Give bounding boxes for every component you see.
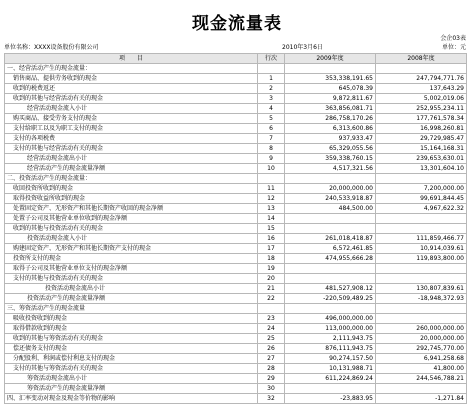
table-row [5,114,467,124]
row-2008-value: 5,002,019.06 [376,94,467,104]
row-2008-value: 292,745,770.00 [376,344,467,354]
row-2009-value [285,304,376,314]
table-row [5,94,467,104]
row-line-no: 12 [258,194,285,204]
row-2008-value [376,384,467,394]
table-row [5,324,467,334]
row-2008-value [376,64,467,74]
row-item: 支付给职工以及为职工支付的现金 [5,124,258,134]
report-info-line [4,43,466,52]
row-item: 支付的其他与筹资活动有关的现金 [5,364,258,374]
report-title: 现金流量表 [192,14,282,34]
row-item: 收到的其他与经营活动有关的现金 [5,94,258,104]
row-line-no: 5 [258,114,285,124]
row-line-no: 19 [258,264,285,274]
row-2008-value [376,264,467,274]
row-2008-value: 119,893,800.00 [376,254,467,264]
table-row [5,194,467,204]
row-item: 经营活动产生的现金流量净额 [5,164,258,174]
row-2009-value [285,384,376,394]
row-2009-value: 286,758,170.26 [285,114,376,124]
currency-unit: 单位：元 [441,44,466,51]
row-line-no: 27 [258,354,285,364]
row-2008-value: 252,955,234.11 [376,104,467,114]
row-2009-value [285,64,376,74]
row-2009-value: 2,111,943.75 [285,334,376,344]
page-bottom-edge [0,404,474,414]
row-2008-value [376,224,467,234]
table-row [5,264,467,274]
row-2009-value [285,214,376,224]
row-line-no: 4 [258,104,285,114]
row-item: 取得子公司及其他营业单位支付的现金净额 [5,264,258,274]
row-2008-value: 177,761,578.34 [376,114,467,124]
row-line-no: 15 [258,224,285,234]
row-item: 支付的其他与经营活动有关的现金 [5,144,258,154]
table-row [5,294,467,304]
row-item: 经营活动现金流入小计 [5,104,258,114]
row-line-no [258,174,285,184]
row-2008-value: -1,271.84 [376,394,467,404]
table-row [5,164,467,174]
row-line-no [258,304,285,314]
row-item: 购买商品、接受劳务支付的现金 [5,114,258,124]
row-line-no: 25 [258,334,285,344]
row-item: 投资活动产生的现金流量净额 [5,294,258,304]
row-2009-value: 65,329,055.56 [285,144,376,154]
row-item: 偿还债务支付的现金 [5,344,258,354]
row-line-no: 32 [258,394,285,404]
table-row [5,104,467,114]
header-2008: 2008年度 [376,54,467,64]
row-2009-value: 6,313,600.86 [285,124,376,134]
row-2009-value: 90,274,157.50 [285,354,376,364]
row-2008-value: 260,000,000.00 [376,324,467,334]
form-code: 会企03表 [440,35,466,42]
row-2009-value: 474,955,666.28 [285,254,376,264]
row-item: 销售商品、提供劳务收到的现金 [5,74,258,84]
row-2009-value [285,274,376,284]
row-2008-value: 15,164,168.31 [376,144,467,154]
row-2008-value: 20,000,000.00 [376,334,467,344]
table-row [5,204,467,214]
row-line-no: 11 [258,184,285,194]
row-2009-value: 611,224,869.24 [285,374,376,384]
row-line-no: 9 [258,154,285,164]
row-2008-value: 247,794,771.76 [376,74,467,84]
row-line-no: 16 [258,234,285,244]
row-line-no [258,64,285,74]
row-2009-value: 876,111,943.75 [285,344,376,354]
row-2008-value: 10,914,039.61 [376,244,467,254]
row-2009-value: -23,883.95 [285,394,376,404]
row-item: 处置子公司及其他营业单位收到的现金净额 [5,214,258,224]
row-item: 筹资活动现金流出小计 [5,374,258,384]
row-item: 四、汇率变动对现金及现金等价物的影响 [5,394,258,404]
row-line-no: 23 [258,314,285,324]
row-line-no: 7 [258,134,285,144]
company-name: 单位名称：XXXX设备股份有限公司 [4,44,99,51]
row-item: 收到的其他与筹资活动有关的现金 [5,334,258,344]
row-line-no: 29 [258,374,285,384]
row-line-no: 20 [258,274,285,284]
table-header-row [5,54,467,64]
cash-flow-table [4,53,467,404]
table-row [5,84,467,94]
row-line-no: 24 [258,324,285,334]
table-row [5,154,467,164]
row-item: 购建固定资产、无形资产和其他长期资产支付的现金 [5,244,258,254]
row-2009-value: 113,000,000.00 [285,324,376,334]
row-2008-value: -18,948,372.93 [376,294,467,304]
row-line-no: 3 [258,94,285,104]
table-row [5,384,467,394]
table-row [5,374,467,384]
row-line-no: 1 [258,74,285,84]
row-item: 收到的税费返还 [5,84,258,94]
table-row [5,174,467,184]
row-2009-value: 240,533,918.87 [285,194,376,204]
row-item: 收回投资所收到的现金 [5,184,258,194]
row-line-no: 2 [258,84,285,94]
report-date: 2010年3月6日 [282,44,323,51]
row-line-no: 21 [258,284,285,294]
row-line-no: 17 [258,244,285,254]
row-item: 二、投资活动产生的现金流量： [5,174,258,184]
row-2008-value: 137,643.29 [376,84,467,94]
table-row [5,214,467,224]
row-line-no: 6 [258,124,285,134]
row-2009-value: 353,338,191.65 [285,74,376,84]
table-row [5,234,467,244]
table-row [5,314,467,324]
row-2008-value: 41,800.00 [376,364,467,374]
row-item: 一、经营活动产生的现金流量： [5,64,258,74]
row-line-no: 26 [258,344,285,354]
row-line-no: 13 [258,204,285,214]
row-2008-value: 99,691,844.45 [376,194,467,204]
row-2009-value [285,224,376,234]
header-line-no: 行次 [258,54,285,64]
table-row [5,64,467,74]
row-2009-value: 4,517,321.56 [285,164,376,174]
header-2009: 2009年度 [285,54,376,64]
row-line-no: 18 [258,254,285,264]
row-line-no: 10 [258,164,285,174]
row-item: 三、筹资活动产生的现金流量 [5,304,258,314]
row-2009-value: 363,856,081.71 [285,104,376,114]
row-2009-value: 484,500.00 [285,204,376,214]
row-2008-value: 111,859,466.77 [376,234,467,244]
row-2009-value: 937,933.47 [285,134,376,144]
row-2009-value [285,264,376,274]
row-2008-value: 239,653,630.01 [376,154,467,164]
row-2008-value: 13,301,604.10 [376,164,467,174]
table-row [5,254,467,264]
row-item: 吸收投资收到的现金 [5,314,258,324]
row-item: 收到的其他与投资活动有关的现金 [5,224,258,234]
row-item: 投资所支付的现金 [5,254,258,264]
header-item: 项 目 [5,54,258,64]
row-2008-value: 244,546,788.21 [376,374,467,384]
table-row [5,244,467,254]
row-line-no: 30 [258,384,285,394]
row-item: 取得投资收益所收到的现金 [5,194,258,204]
table-row [5,334,467,344]
row-item: 取得借款收到的现金 [5,324,258,334]
table-row [5,74,467,84]
row-2009-value: 9,872,811.67 [285,94,376,104]
row-item: 分配股利、利润或偿付利息支付的现金 [5,354,258,364]
row-2009-value: 645,078.39 [285,84,376,94]
row-2009-value: 359,338,760.15 [285,154,376,164]
table-row [5,364,467,374]
row-line-no: 8 [258,144,285,154]
row-2008-value: 4,967,622.32 [376,204,467,214]
row-item: 投资活动现金流出小计 [5,284,258,294]
table-row [5,134,467,144]
table-row [5,274,467,284]
row-2008-value: 16,998,260.81 [376,124,467,134]
row-item: 处置固定资产、无形资产和其他长期资产收回的现金净额 [5,204,258,214]
table-row [5,394,467,404]
table-row [5,284,467,294]
row-2008-value [376,304,467,314]
row-line-no: 28 [258,364,285,374]
row-2009-value [285,174,376,184]
row-2008-value: 6,941,258.68 [376,354,467,364]
row-2008-value [376,174,467,184]
row-2009-value: 496,000,000.00 [285,314,376,324]
row-2009-value: 261,018,418.87 [285,234,376,244]
row-line-no: 22 [258,294,285,304]
row-2008-value: 7,200,000.00 [376,184,467,194]
row-item: 投资活动现金流入小计 [5,234,258,244]
table-row [5,184,467,194]
row-2008-value [376,214,467,224]
row-item: 筹资活动产生的现金流量净额 [5,384,258,394]
row-2008-value: 130,807,839.61 [376,284,467,294]
table-row [5,124,467,134]
row-item: 支付的其他与投资活动有关的现金 [5,274,258,284]
row-2009-value: 10,131,988.71 [285,364,376,374]
table-row [5,304,467,314]
row-line-no: 14 [258,214,285,224]
row-2008-value: 29,729,985.47 [376,134,467,144]
row-2009-value: 20,000,000.00 [285,184,376,194]
row-2009-value: 6,572,461.85 [285,244,376,254]
row-2009-value: -220,509,489.25 [285,294,376,304]
row-2008-value [376,274,467,284]
table-row [5,344,467,354]
table-row [5,144,467,154]
table-row [5,224,467,234]
row-item: 支付的各项税费 [5,134,258,144]
table-row [5,354,467,364]
row-2008-value [376,314,467,324]
row-item: 经营活动现金流出小计 [5,154,258,164]
row-2009-value: 481,527,908.12 [285,284,376,294]
